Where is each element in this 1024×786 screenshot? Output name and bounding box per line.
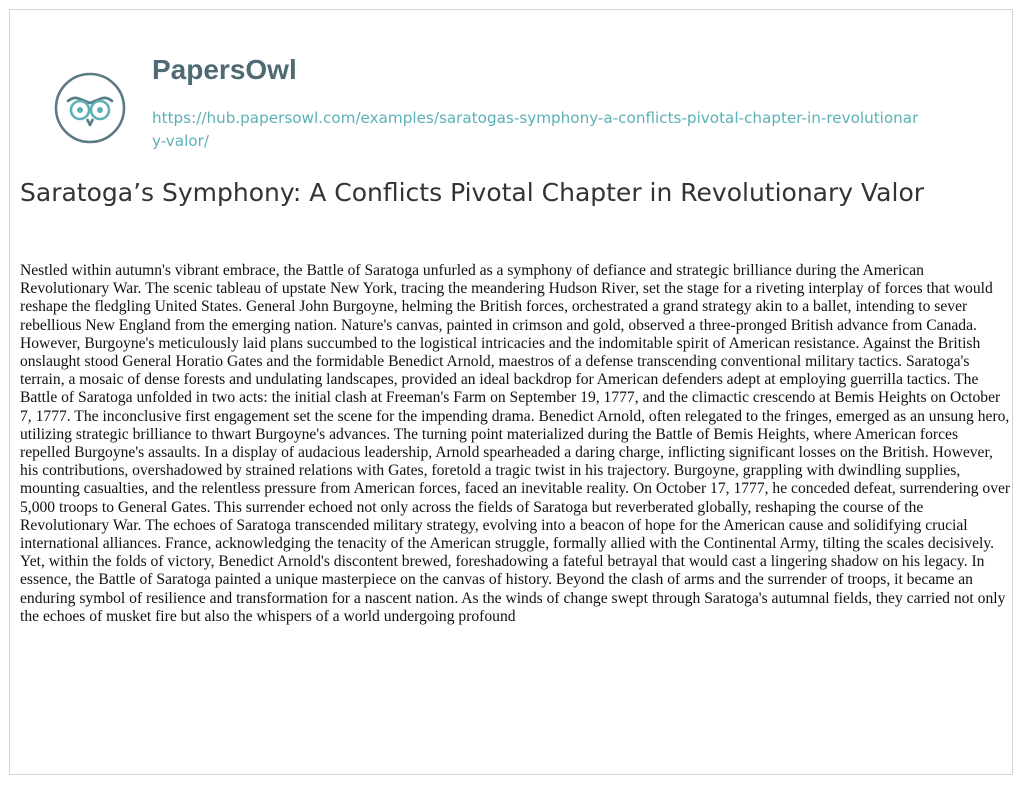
owl-logo-icon xyxy=(54,72,126,144)
article-body: Nestled within autumn's vibrant embrace, the Battle of Saratoga unfurled as a symphony of defiance and strategic brilliance during the American Revolutionary War. The scenic tableau of upstate New York, tracing the meandering Hudson River, set the stage for a riveting interplay of forces that would reshape the fledgling United States. General John Burgoyne, helming the British forces, orchestrated a grand strategy akin to a ballet, intending to sever rebellious New England from the emerging nation. Nature's canvas, painted in crimson and gold, observed a three-pronged British advance from Canada. However, Burgoyne's meticulously laid plans succumbed to the logistical intricacies and the indomitable spirit of American resistance. Against the British onslaught stood General Horatio Gates and the formidable Benedict Arnold, maestros of a defense transcending conventional military tactics. Saratoga's terrain, a mosaic of dense forests and undulating landscapes, provided an ideal backdrop for American defenders adept at employing guerrilla tactics. The Battle of Saratoga unfolded in two acts: the initial clash at Freeman's Farm on September 19, 1777, and the climactic crescendo at Bemis Heights on October 7, 1777. The inconclusive first engagement set the scene for the impending drama. Benedict Arnold, often relegated to the fringes, emerged as an unsung hero, utilizing strategic brilliance to thwart Burgoyne's advances. The turning point materialized during the Battle of Bemis Heights, where American forces repelled Burgoyne's assaults. In a display of audacious leadership, Arnold spearheaded a daring charge, inflicting significant losses on the British. However, his contributions, overshadowed by strained relations with Gates, foretold a tragic twist in his trajectory. Burgoyne, grappling with dwindling supplies, mounting casualties, and the relentless pressure from American forces, faced an inevitable reality. On October 17, 1777, he conceded defeat, surrendering over 5,000 troops to General Gates. This surrender echoed not only across the fields of Saratoga but reverberated globally, reshaping the course of the Revolutionary War. The echoes of Saratoga transcended military strategy, evolving into a beacon of hope for the American cause and solidifying crucial international alliances. France, acknowledging the tenacity of the American struggle, formally allied with the Continental Army, tilting the scales decisively. Yet, within the folds of victory, Benedict Arnold's discontent brewed, foreshadowing a fateful betrayal that would cast a lingering shadow on his legacy. In essence, the Battle of Saratoga painted a unique masterpiece on the canvas of history. Beyond the clash of arms and the surrender of troops, it became an enduring symbol of resilience and transformation for a nascent nation. As the winds of change swept through Saratoga's autumnal fields, they carried not only the echoes of musket fire but also the whispers of a world undergoing profound xyxy=(20,262,1011,625)
brand-name: PapersOwl xyxy=(152,54,297,85)
source-url-link[interactable]: https://hub.papersowl.com/examples/saratogas-symphony-a-conflicts-pivotal-chapter-in-revolutionary-valor/ xyxy=(152,109,919,150)
article-title: Saratoga’s Symphony: A Conflicts Pivotal Chapter in Revolutionary Valor xyxy=(20,178,925,207)
